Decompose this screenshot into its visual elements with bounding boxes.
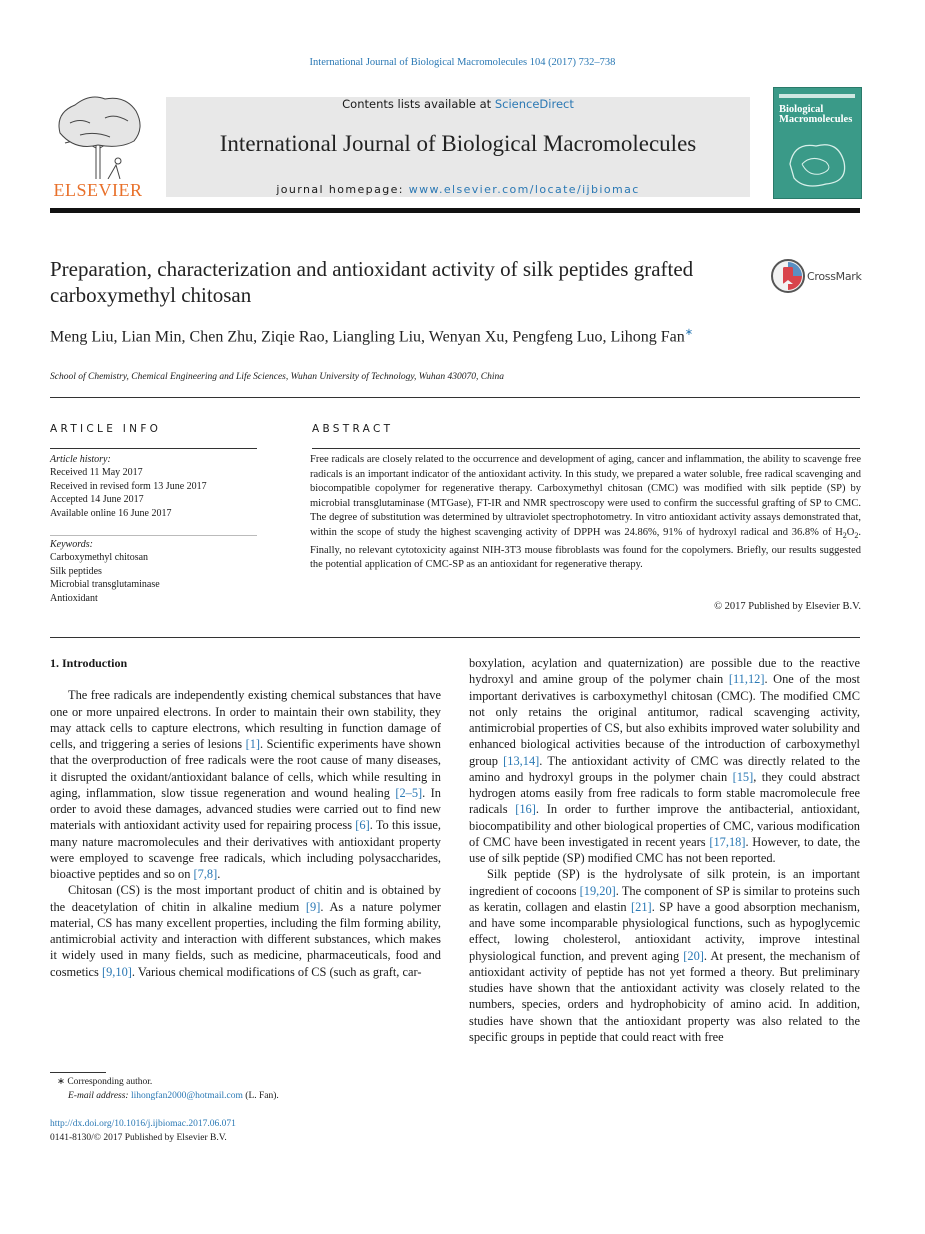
- citation-link[interactable]: [2–5]: [395, 785, 423, 800]
- text: The free radicals are independently existing chemical substances that have one or more unpaired electrons. In order to maintain their own stability, they may attack cells to capture electrons, which resulting in function damage of cells, and triggering a series of lesions: [50, 688, 441, 751]
- subscript: 2: [854, 531, 859, 541]
- text: . To this issue, many nature macromolecules and their derivatives with antioxidant property were employed to scavenge free radicals, which including polysaccharides, bioactive peptides and so on: [50, 818, 441, 881]
- divider: [312, 448, 860, 449]
- text: . At present, the mechanism of antioxidant activity of peptide has not yet formed a theory. But preliminary studies have shown that the antioxidant activity was closely related to the numbers, species, orders and hydrophobicity of amino acid. In addition, studies have shown that the antioxidant property was also related to the specific groups in peptide that could react with free: [469, 948, 860, 1044]
- abstract-part: Free radicals are closely related to the occurrence and development of aging, cancer and inflammation, the ability to scavenge free radicals is an important indicator of the antioxidant activity. In this study, we prepared a water soluble, free radical scavenging and biocompatible copolymer for regenerative therapy. Carboxymethyl chitosan (CMC) was modified with silk peptide (SP) by microbial transglutaminase (MTGase), FT-IR and NMR spectroscopy were used to confirm the successful grafting of SP to CMC. The degree of substitution was determined by ultraviolet spectrophotometry. In vitro antioxidant activity assays demonstrated that, within the scope of study the highest scavenging activity of DPPH was 24.86%, 91% of hydroxyl radical and 36.8% of H: [310, 454, 861, 538]
- abstract-heading: ABSTRACT: [312, 423, 394, 435]
- citation-link[interactable]: [19,20]: [579, 883, 616, 898]
- issn-line: 0141-8130/© 2017 Published by Elsevier B.V.: [50, 1132, 227, 1143]
- text: (L. Fan).: [242, 1090, 279, 1101]
- paragraph: [50, 882, 441, 980]
- corresponding-author-mark[interactable]: ∗: [684, 327, 694, 338]
- contents-line: [166, 97, 750, 111]
- text: boxylation, acylation and quaternization) are possible due to the reactive hydroxyl and amine group of the polymer chain: [469, 656, 860, 687]
- text: . The component of SP is similar to proteins such as keratin, collagen and elastin: [469, 883, 860, 914]
- citation-link[interactable]: [9]: [305, 899, 321, 914]
- affiliation: School of Chemistry, Chemical Engineering and Life Sciences, Wuhan University of Technology, Wuhan 430070, China: [50, 372, 505, 382]
- subscript: 2: [842, 531, 847, 541]
- footnote: [50, 1076, 450, 1103]
- footnote-mark: ∗: [57, 1077, 65, 1087]
- article-history: [50, 453, 260, 520]
- text: . In order to avoid these damages, advanced studies were carried out to find new materials with antioxidant activity used for repairing process: [50, 785, 441, 833]
- text: . SP have a good absorption mechanism, and have some incomparable physiological functions, such as hypoglycemic effect, lowing cholesterol, antioxidant activity, improve intestinal physiological function, and prevent aging: [469, 899, 861, 963]
- paragraph: [469, 655, 860, 866]
- citation-link[interactable]: [7,8]: [193, 867, 218, 881]
- citation-link[interactable]: [9,10]: [101, 964, 132, 979]
- author-list: [50, 322, 770, 347]
- text: , they could abstract hydrogen atoms easily from free radicals to form stable macromolecule free radicals: [469, 769, 860, 817]
- text: Silk peptide (SP) is the hydrolysate of silk protein, is an important ingredient of cocoons: [469, 867, 860, 898]
- history-label: Article history:: [50, 454, 111, 465]
- email-link[interactable]: lihongfan2000@hotmail.com: [130, 1090, 243, 1101]
- paragraph: [469, 866, 860, 1045]
- doi-block: [50, 1118, 450, 1145]
- homepage-line: [166, 183, 750, 196]
- citation-link[interactable]: [11,12]: [728, 672, 765, 687]
- email-line: [50, 1090, 450, 1104]
- sciencedirect-link[interactable]: ScienceDirect: [494, 97, 574, 111]
- contents-prefix: Contents lists available at: [342, 97, 495, 111]
- abstract-text: [310, 453, 861, 573]
- email-label: E-mail address:: [68, 1090, 131, 1101]
- cover-title: Biological Macromolecules: [779, 104, 853, 125]
- citation-link[interactable]: [16]: [515, 802, 536, 817]
- article-title: Preparation, characterization and antioxidant activity of silk peptides grafted carboxymethyl chitosan: [50, 257, 694, 307]
- keywords: [50, 538, 260, 605]
- footnote-divider: [50, 1072, 106, 1073]
- history-item: Accepted 14 June 2017: [50, 494, 144, 506]
- keywords-label: Keywords:: [50, 539, 93, 550]
- abstract-part: . Finally, no relevant cytotoxicity against NIH-3T3 mouse fibroblasts was found for the copolymers. Briefly, our results suggested the potential application of CMC-SP as an antioxidant for regenerative therapy.: [310, 526, 861, 571]
- header-divider: [50, 208, 860, 213]
- crossmark-label: CrossMark: [807, 270, 862, 283]
- citation-link[interactable]: [6]: [355, 818, 370, 833]
- divider: [50, 535, 257, 536]
- article-info-heading: ARTICLE INFO: [50, 423, 162, 435]
- abstract-copyright: © 2017 Published by Elsevier B.V.: [714, 601, 861, 612]
- history-item: Received 11 May 2017: [50, 467, 143, 479]
- text: . However, to date, the use of silk peptide (SP) modified CMC has not been reported.: [469, 834, 860, 865]
- text: . The antioxidant activity of CMC was directly related to the amino and hydroxyl groups in the polymer chain: [469, 753, 860, 784]
- section-heading-introduction: 1. Introduction: [50, 656, 128, 670]
- crossmark-icon: [770, 258, 806, 294]
- journal-reference[interactable]: International Journal of Biological Macromolecules 104 (2017) 732–738: [309, 57, 616, 68]
- citation-link[interactable]: [15]: [732, 769, 754, 784]
- body-left-column: [50, 655, 441, 980]
- divider: [50, 448, 257, 449]
- keyword-item: Antioxidant: [50, 592, 98, 604]
- citation-link[interactable]: [13,14]: [503, 753, 540, 768]
- history-item: Received in revised form 13 June 2017: [50, 480, 207, 492]
- text: .: [217, 867, 221, 881]
- keyword-item: Silk peptides: [50, 565, 102, 577]
- elsevier-wordmark: ELSEVIER: [53, 180, 143, 200]
- keyword-item: Carboxymethyl chitosan: [50, 552, 149, 564]
- homepage-link[interactable]: www.elsevier.com/locate/ijbiomac: [408, 183, 640, 196]
- text: . One of the most important derivatives is carboxymethyl chitosan (CMC). The modified CMC not only retains the original antitumor, radical scavenging activity, antimicrobial properties of CS, but also exhibits improved water solubility and enhanced biological activities because of the introduction of carboxymethyl group: [469, 672, 860, 768]
- journal-cover-thumbnail[interactable]: [773, 87, 862, 199]
- homepage-prefix: journal homepage:: [276, 183, 409, 196]
- paragraph: [50, 687, 441, 882]
- citation-link[interactable]: [1]: [245, 737, 261, 751]
- text: . Various chemical modifications of CS (such as graft, car-: [131, 964, 422, 979]
- authors-names: Meng Liu, Lian Min, Chen Zhu, Ziqie Rao, Liangling Liu, Wenyan Xu, Pengfeng Luo, Lihong Fan: [50, 328, 685, 346]
- journal-title: International Journal of Biological Macromolecules: [219, 131, 697, 156]
- keyword-item: Microbial transglutaminase: [50, 579, 160, 591]
- corresponding-author-note: [50, 1076, 450, 1090]
- text: Chitosan (CS) is the most important product of chitin and is obtained by the deacetylation of chitin in alkaline medium: [50, 883, 441, 914]
- doi-link[interactable]: http://dx.doi.org/10.1016/j.ijbiomac.2017.06.071: [50, 1119, 236, 1129]
- body-right-column: [469, 655, 860, 1045]
- history-item: Available online 16 June 2017: [50, 507, 172, 519]
- cover-top-strip: [779, 94, 855, 98]
- citation-link[interactable]: [20]: [683, 948, 704, 963]
- cover-illustration: [782, 134, 854, 192]
- text: . Scientific experiments have shown that the overproduction of free radicals were the root cause of many diseases, it disrupted the oxidant/antioxidant balance of cells, which while resulting in aging, inflammation, slow tissue regeneration and wound healing: [50, 737, 441, 800]
- citation-link[interactable]: [17,18]: [709, 834, 746, 849]
- citation-link[interactable]: [21]: [631, 899, 652, 914]
- divider: [50, 397, 860, 398]
- text: . In order to further improve the antibacterial, antioxidant, biocompatibility and other biological properties of CMC, various modification of CMC have been investigated in recent years: [469, 802, 860, 849]
- abstract-part: O: [846, 526, 855, 538]
- text: Corresponding author.: [64, 1077, 153, 1087]
- divider: [50, 637, 860, 638]
- text: . As a nature polymer material, CS has many excellent properties, including the film forming ability, antimicrobial activity and interaction with different substances, which makes it widely used in many fields, such as medicine, pharmaceuticals, food and cosmetics: [50, 899, 442, 979]
